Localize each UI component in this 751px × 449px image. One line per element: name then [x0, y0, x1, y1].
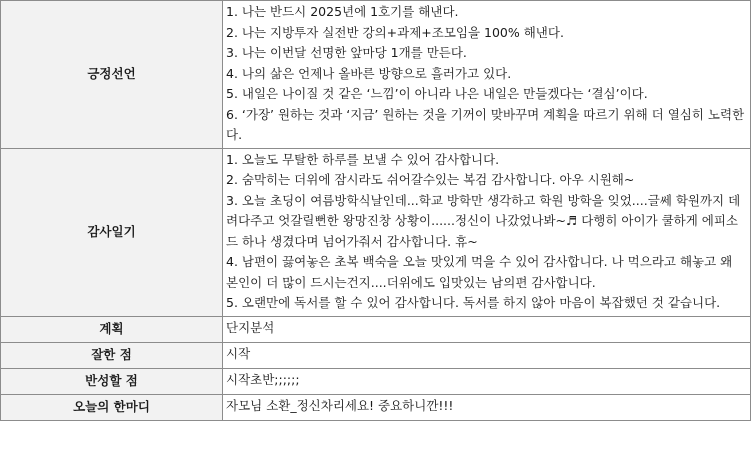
gratitude-row	[1, 148, 751, 316]
reflection-value: 시작초반;;;;;;	[223, 368, 751, 394]
gratitude-label: 감사일기	[1, 148, 223, 316]
affirmation-line: 2. 나는 지방투자 실전반 강의+과제+조모임을 100% 해낸다.	[226, 24, 564, 40]
reflection-label: 반성할 점	[1, 368, 223, 394]
did-well-row	[1, 342, 751, 368]
gratitude-content	[223, 148, 751, 316]
gratitude-line: 4. 남편이 끓여놓은 초복 백숙을 오늘 맛있게 먹을 수 있어 감사합니다. 나 먹으라고 해놓고 왜 본인이 더 많이 드시는건지....더위에도 입맛있는 남의편 감사합니다.	[226, 254, 733, 290]
gratitude-line: 2. 숨막히는 더위에 잠시라도 쉬어갈수있는 복검 감사합니다. 아우 시원해~	[226, 172, 635, 187]
one-liner-label: 오늘의 한마디	[1, 394, 223, 420]
affirmation-line: 3. 나는 이번달 선명한 앞마당 1개를 만든다.	[226, 45, 467, 60]
did-well-label: 잘한 점	[1, 342, 223, 368]
plan-label: 계획	[1, 316, 223, 342]
gratitude-line: 1. 오늘도 무탈한 하루를 보낼 수 있어 감사합니다.	[226, 151, 500, 167]
gratitude-line: 3. 오늘 초딩이 여름방학식날인데...학교 방학만 생각하고 학원 방학을 잊었....글쎄 학원까지 데려다주고 엇갈릴뻔한 왕망진창 상황이......정신이 나갔었나봐~♬ 다행히 아이가 쿨하게 에피소드 하나 생겼다며 넘어가줘서 감사합니다. 휴~	[226, 192, 741, 249]
plan-row	[1, 316, 751, 342]
reflection-row	[1, 368, 751, 394]
affirmation-line: 6. ‘가장’ 원하는 것과 ‘지금’ 원하는 것을 기꺼이 맞바꾸며 계획을 따르기 위해 더 열심히 노력한다.	[226, 106, 745, 142]
plan-value: 단지분석	[223, 316, 751, 342]
did-well-value: 시작	[223, 342, 751, 368]
affirmations-label: 긍정선언	[1, 1, 223, 149]
one-liner-value: 자모님 소환_정신차리세요! 중요하니깐!!!	[223, 394, 751, 420]
gratitude-line: 5. 오랜만에 독서를 할 수 있어 감사합니다. 독서를 하지 않아 마음이 복잡했던 것 같습니다.	[226, 295, 721, 310]
affirmations-row	[1, 1, 751, 149]
affirmation-line: 4. 나의 삶은 언제나 올바른 방향으로 흘러가고 있다.	[226, 65, 512, 81]
affirmation-line: 1. 나는 반드시 2025년에 1호기를 해낸다.	[226, 4, 459, 19]
one-liner-row	[1, 394, 751, 420]
affirmation-line: 5. 내일은 나이질 것 같은 ‘느낌’이 아니라 나은 내일은 만들겠다는 ‘결심’이다.	[226, 86, 648, 101]
affirmations-content	[223, 1, 751, 149]
